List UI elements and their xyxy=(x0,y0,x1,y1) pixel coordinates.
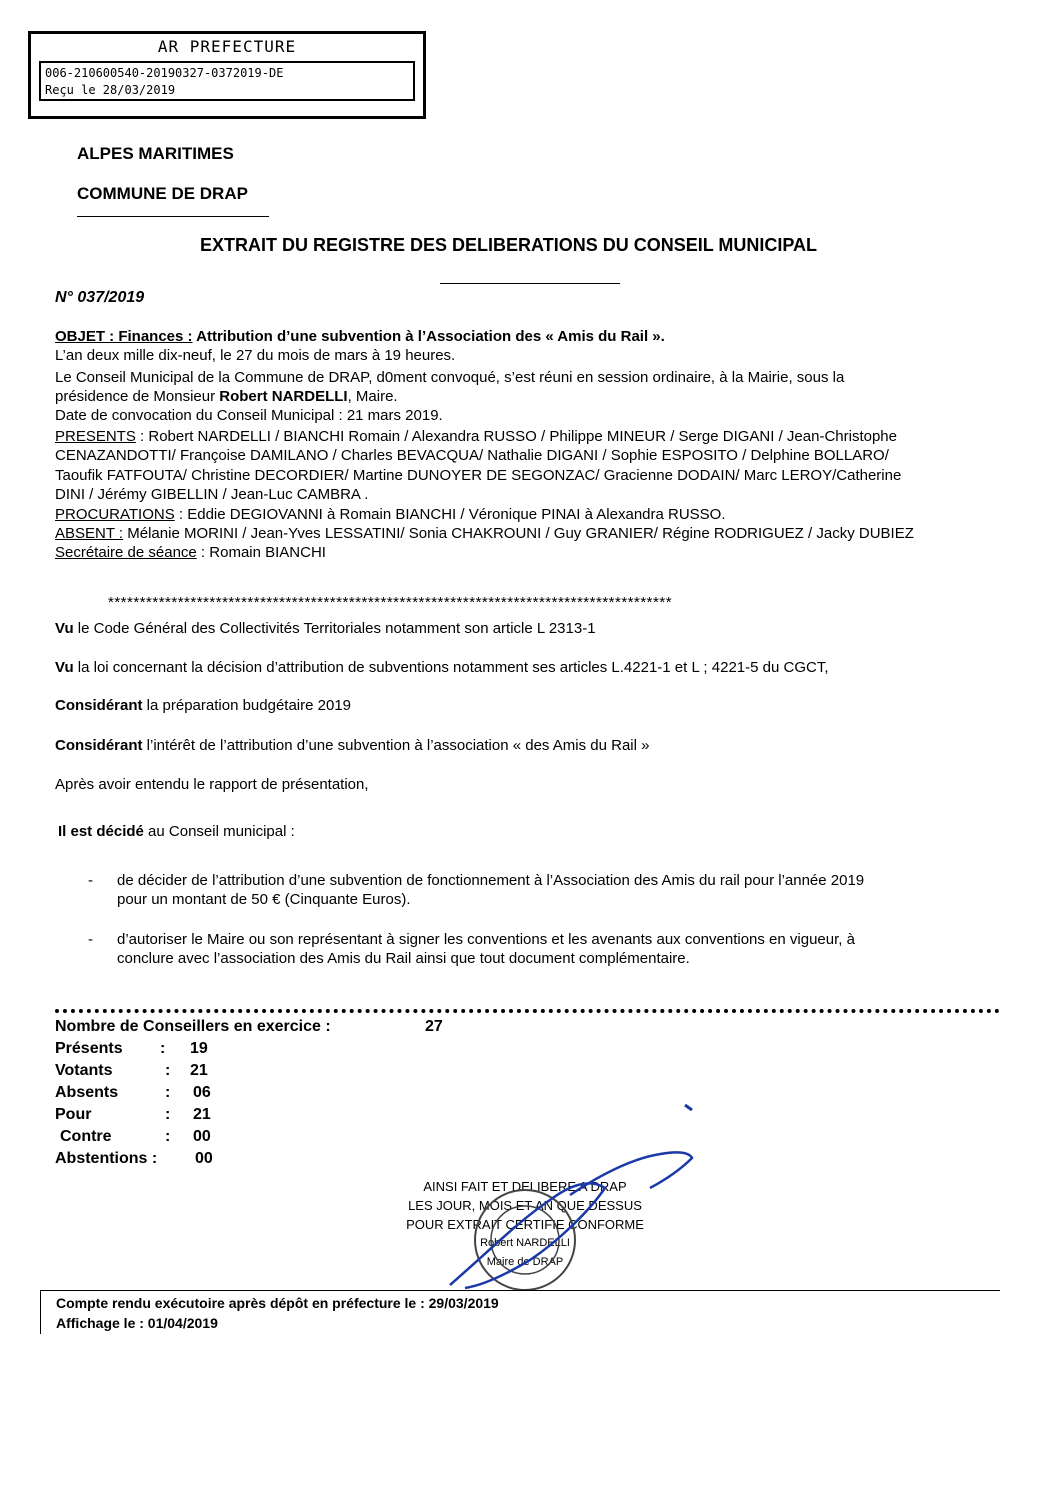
item-2-line-1: d’autoriser le Maire ou son représentant à signer les conventions et les avenants aux conventions en vigueur, à xyxy=(117,931,855,948)
count-label: Abstentions : xyxy=(55,1150,158,1167)
intro-date: L’an deux mille dix-neuf, le 27 du mois de mars à 19 heures. xyxy=(55,347,456,364)
count-value: 21 xyxy=(193,1106,211,1123)
header-rule xyxy=(77,216,269,217)
presents-line-2: CENAZANDOTTI/ Françoise DAMILANO / Charles BEVACQUA/ Nathalie DIGANI / Sophie ESPOSITO / Delphine BOLLARO/ xyxy=(55,447,889,464)
presents-line-4: DINI / Jérémy GIBELLIN / Jean-Luc CAMBRA . xyxy=(55,486,369,503)
count-label: Contre xyxy=(60,1128,112,1145)
absent-label: ABSENT : xyxy=(55,525,124,542)
convocation-date: Date de convocation du Conseil Municipal : 21 mars 2019. xyxy=(55,407,443,424)
presents-label: PRESENTS xyxy=(55,428,136,445)
footer-box xyxy=(40,1290,1000,1334)
signature-line-4: Robert NARDELLI xyxy=(480,1237,570,1249)
signature-stroke-icon xyxy=(450,1183,605,1288)
stamp-details xyxy=(39,61,415,101)
considerant-2 xyxy=(55,659,829,676)
count-value: 06 xyxy=(193,1084,211,1101)
objet-text: Attribution d’une subvention à l’Association des « Amis du Rail ». xyxy=(192,328,665,345)
secretaire-text: : Romain BIANCHI xyxy=(196,544,326,561)
secretaire-line xyxy=(55,544,326,561)
procurations-text: : Eddie DEGIOVANNI à Romain BIANCHI / Véronique PINAI à Alexandra RUSSO. xyxy=(174,506,726,523)
considerant-2-text: la loi concernant la décision d’attribution de subventions notamment ses articles L.4221-1 et L ; 4221-5 du CGCT, xyxy=(73,659,829,676)
count-colon: : xyxy=(165,1128,171,1145)
considerant-3-text: la préparation budgétaire 2019 xyxy=(142,697,352,714)
signature-line-5: Maire de DRAP xyxy=(486,1256,564,1268)
count-colon: : xyxy=(160,1040,166,1057)
conseillers-label: Nombre de Conseillers en exercice : xyxy=(55,1018,331,1035)
absent-text: Mélanie MORINI / Jean-Yves LESSATINI/ Sonia CHAKROUNI / Guy GRANIER/ Régine RODRIGUEZ / Jacky DUBIEZ xyxy=(123,525,914,542)
decision-keyword: Il est décidé xyxy=(58,823,144,840)
considerant-1-text: le Code Général des Collectivités Territoriales notamment son article L 2313-1 xyxy=(73,620,596,637)
count-colon: : xyxy=(165,1062,171,1079)
secretaire-label: Secrétaire de séance xyxy=(55,544,197,561)
count-value: 00 xyxy=(193,1128,211,1145)
considerant-4 xyxy=(55,737,649,754)
count-label: Présents xyxy=(55,1040,123,1057)
stamp-title: AR PREFECTURE xyxy=(157,37,297,56)
deliberation-number: N° 037/2019 xyxy=(55,289,145,306)
considerant-1-keyword: Vu xyxy=(55,620,74,637)
considerant-3 xyxy=(55,697,351,714)
decision-line xyxy=(58,823,295,840)
signature-line-3: POUR EXTRAIT CERTIFIE CONFORME xyxy=(406,1217,644,1232)
considerant-3-keyword: Considérant xyxy=(55,697,143,714)
signature-mark-icon xyxy=(685,1105,692,1110)
seal-outer-ring-icon xyxy=(475,1190,575,1290)
procurations-label: PROCURATIONS xyxy=(55,506,175,523)
title-rule xyxy=(440,283,620,284)
count-label: Votants xyxy=(55,1062,113,1079)
star-separator: ***************************************************************************************** xyxy=(108,594,673,611)
official-seal-and-signature xyxy=(430,1100,710,1300)
prefecture-stamp xyxy=(28,31,426,119)
item-1-line-1: de décider de l’attribution d’une subvention de fonctionnement à l’Association des Amis du rail pour l’année 2019 xyxy=(117,872,865,889)
intro-presidence-text: présidence de Monsieur xyxy=(55,388,220,405)
count-colon: : xyxy=(165,1106,171,1123)
intro-presidence-end: , Maire. xyxy=(347,388,398,405)
count-value: 19 xyxy=(190,1040,208,1057)
considerant-2-keyword: Vu xyxy=(55,659,74,676)
decision-text: au Conseil municipal : xyxy=(143,823,295,840)
absent-line xyxy=(55,525,914,542)
stamp-reference: 006-210600540-20190327-0372019-DE xyxy=(45,66,284,80)
presents-line-3: Taoufik FATFOUTA/ Christine DECORDIER/ Martine DUNOYER DE SEGONZAC/ Gracienne DODAIN/ Marc LEROY/Catherine xyxy=(55,467,902,484)
considerant-4-text: l’intérêt de l’attribution d’une subvention à l’association « des Amis du Rail » xyxy=(142,737,650,754)
signature-line-2: LES JOUR, MOIS ET AN QUE DESSUS xyxy=(408,1198,642,1213)
considerant-4-keyword: Considérant xyxy=(55,737,143,754)
department: ALPES MARITIMES xyxy=(77,144,234,163)
document-title: EXTRAIT DU REGISTRE DES DELIBERATIONS DU CONSEIL MUNICIPAL xyxy=(200,235,818,255)
intro-convocation: Le Conseil Municipal de la Commune de DRAP, d0ment convoqué, s’est réuni en session ordinaire, à la Mairie, sous la xyxy=(55,369,845,386)
count-colon: : xyxy=(165,1084,171,1101)
presents-line-1 xyxy=(55,428,897,445)
count-label: Absents xyxy=(55,1084,119,1101)
count-value: 21 xyxy=(190,1062,208,1079)
objet-line xyxy=(55,328,665,345)
considerant-5-text: Après avoir entendu le rapport de présentation, xyxy=(55,776,369,793)
item-1-line-2: pour un montant de 50 € (Cinquante Euros). xyxy=(117,891,411,908)
item-2-dash: - xyxy=(88,931,93,948)
signature-line-1: AINSI FAIT ET DELIBERE A DRAP xyxy=(423,1179,627,1194)
conseillers-value: 27 xyxy=(425,1018,443,1035)
mayor-name: Robert NARDELLI xyxy=(219,388,348,405)
presents-text-1: : Robert NARDELLI / BIANCHI Romain / Alexandra RUSSO / Philippe MINEUR / Serge DIGANI / Jean-Christophe xyxy=(135,428,897,445)
signature-flourish-icon xyxy=(570,1152,692,1195)
objet-label: OBJET : Finances : xyxy=(55,328,193,345)
considerant-5 xyxy=(55,776,369,793)
executoire-line: Compte rendu exécutoire après dépôt en préfecture le : 29/03/2019 xyxy=(56,1295,499,1311)
dotted-separator xyxy=(55,1009,1000,1013)
count-value: 00 xyxy=(195,1150,213,1167)
intro-presidence xyxy=(55,388,398,405)
count-label: Pour xyxy=(55,1106,92,1123)
item-1-dash: - xyxy=(88,872,93,889)
procurations-line xyxy=(55,506,726,523)
affichage-line: Affichage le : 01/04/2019 xyxy=(56,1315,218,1331)
stamp-received: Reçu le 28/03/2019 xyxy=(45,83,176,97)
item-2-line-2: conclure avec l’association des Amis du Rail ainsi que tout document complémentaire. xyxy=(117,950,690,967)
considerant-1 xyxy=(55,620,596,637)
commune: COMMUNE DE DRAP xyxy=(77,184,248,203)
